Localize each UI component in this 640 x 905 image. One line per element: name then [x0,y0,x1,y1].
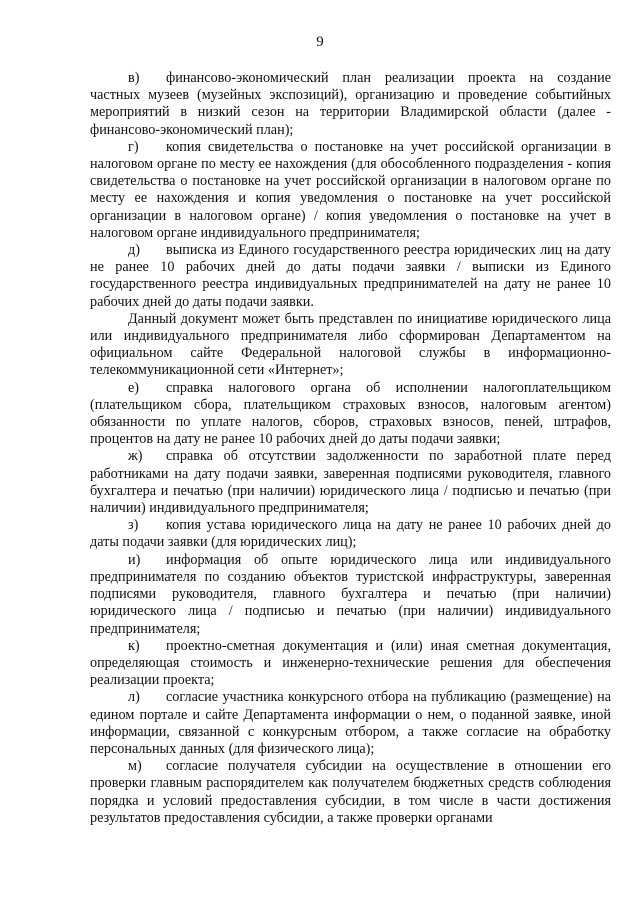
paragraph-zh [90,448,611,517]
list-marker: в) [128,70,140,86]
paragraph-k [90,638,611,690]
paragraph-g [90,139,611,242]
paragraph-text: справка об отсутствии задолженности по заработной плате перед работниками на дату подачи заявки, заверенная подписями руководителя, главного бухгалтера и печатью (при наличии) юридического лица / подписью и печатью (при наличии) индивидуального предпринимателя; [90,448,611,517]
page-number: 9 [316,34,324,50]
list-marker: г) [128,138,139,155]
list-marker: и) [128,551,141,568]
paragraph-v [90,70,611,139]
paragraph-text: Данный документ может быть представлен по инициативе юридического лица или индивидуального предпринимателя либо сформирован Департаментом на официальном сайте Федеральной налоговой службы в информационно-телекоммуникационной сети «Интернет»; [90,310,611,379]
paragraph-text: копия устава юридического лица на дату не ранее 10 рабочих дней до даты подачи заявки (для юридических лиц); [90,517,611,551]
paragraph-text: выписка из Единого государственного реестра юридических лиц на дату не ранее 10 рабочих дней до даты подачи заявки / выписки из Единого государственного реестра индивидуальных предпринимателей на дату не ранее 10 рабочих дней до даты подачи заявки. [90,242,611,310]
document-body [90,70,611,827]
paragraph-m [90,758,611,827]
paragraph-text: копия свидетельства о постановке на учет российской организации в налоговом органе по месту ее нахождения (для обособленного подразделения - копия свидетельства о постановке на учет российской организации в налоговом органе по месту ее нахождения и копия уведомления о постановке на учет российской организации в налоговом органе) / копия уведомления о постановке на учет в налоговом органе индивидуального предпринимателя; [90,138,611,241]
list-marker: м) [128,758,142,775]
paragraph-text: финансово-экономический план реализации проекта на создание частных музеев (музейных экспозиций), организацию и проведение событийных мероприятий в низкий сезон на территории Владимирской области (далее - финансово-экономический план); [90,70,611,138]
paragraph-text: согласие получателя субсидии на осуществление в отношении его проверки главным распорядителем как получателем бюджетных средств соблюдения порядка и условий предоставления субсидии, в том числе в части достижения результатов предоставления субсидии, а также проверки органами [90,758,611,826]
paragraph-z [90,517,611,551]
paragraph-note [90,311,611,380]
list-marker: к) [128,637,140,654]
paragraph-e [90,380,611,449]
list-marker: д) [128,242,140,259]
paragraph-text: справка налогового органа об исполнении налогоплательщиком (плательщиком сбора, плательщиком страховых взносов, налоговым агентом) обязанности по уплате налогов, сборов, страховых взносов, пеней, штрафов, процентов на дату не ранее 10 рабочих дней до даты подачи заявки; [90,379,611,448]
list-marker: ж) [128,448,143,465]
list-marker: е) [128,379,140,396]
paragraph-d [90,242,611,311]
paragraph-text: проектно-сметная документация и (или) иная сметная документация, определяющая стоимость и инженерно-технические решения для обеспечения реализации проекта; [90,637,611,689]
paragraph-text: информация об опыте юридического лица или индивидуального предпринимателя по созданию объектов туристской инфраструктуры, заверенная подписями руководителя, главного бухгалтера и печатью (при наличии) юридического лица / подписью и печатью (при наличии) индивидуального предпринимателя; [90,551,611,637]
paragraph-l [90,689,611,758]
paragraph-text: согласие участника конкурсного отбора на публикацию (размещение) на едином портале и сайте Департамента информации о нем, о поданной заявке, иной информации, связанной с конкурсным отбором, а также согласие на обработку персональных данных (для физического лица); [90,689,611,757]
list-marker: л) [128,689,140,706]
paragraph-i [90,552,611,638]
list-marker: з) [128,517,139,534]
